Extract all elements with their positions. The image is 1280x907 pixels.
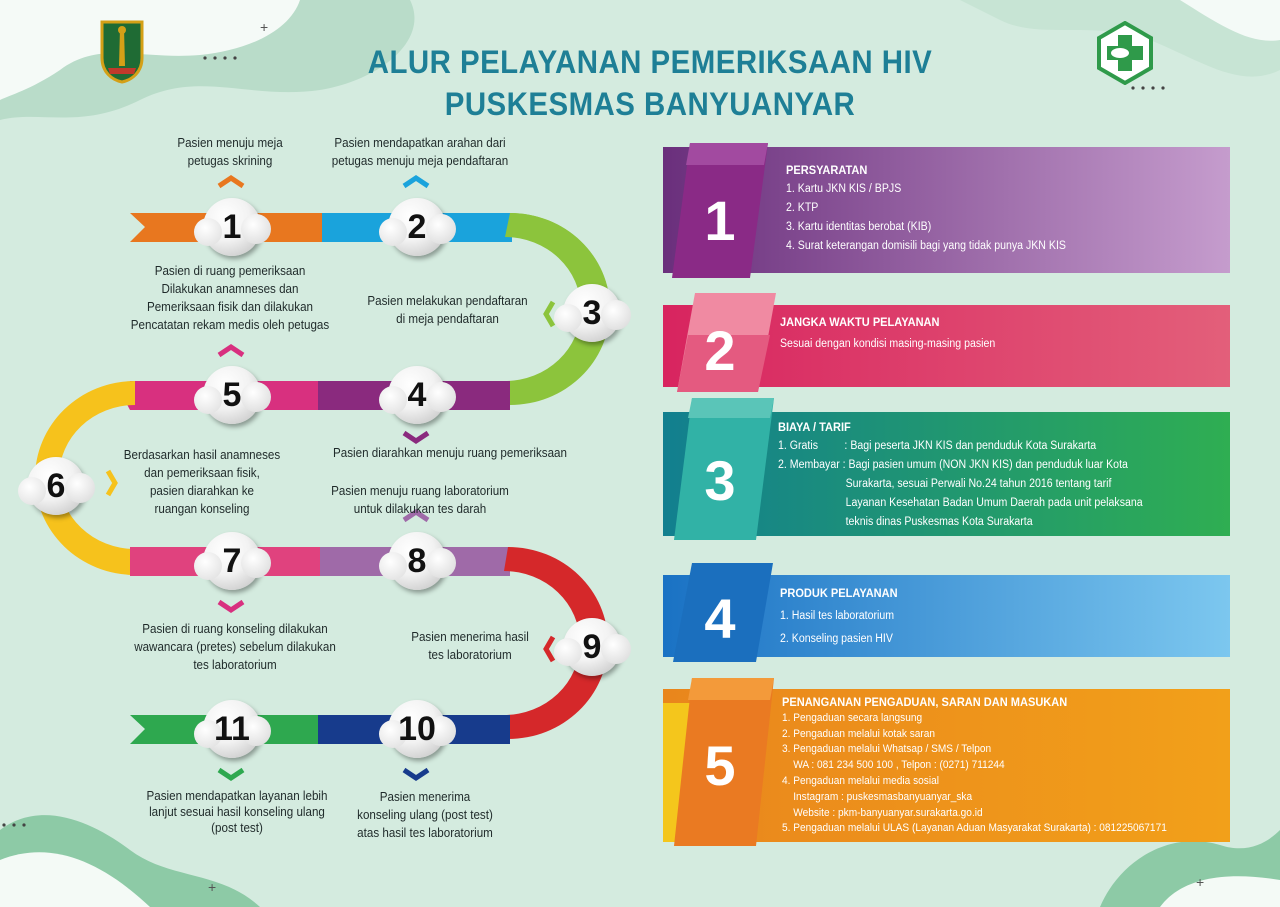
step-ball-11 [203,700,261,758]
step-number: 10 [398,710,436,748]
page-title-line2: PUSKESMAS BANYUANYAR [444,86,856,122]
page-title-line1: ALUR PELAYANAN PEMERIKSAAN HIV [367,44,933,80]
step-number: 9 [582,628,602,666]
card-3-heading: BIAYA / TARIF [778,420,851,434]
step-ball-4 [388,366,446,424]
card-1-heading: PERSYARATAN [786,163,868,177]
step-ball-1 [203,198,261,256]
step-11-text: Pasien mendapatkan layanan lebih lanjut sesuai hasil konseling ulang (post test) [146,789,328,835]
svg-text:+: + [208,879,217,895]
puskesmas-logo-icon [1096,21,1154,85]
city-emblem-icon [98,18,146,84]
step-number: 2 [407,208,427,246]
step-number: 7 [222,542,242,580]
card-4-content: PRODUK PELAYANAN 1. Hasil tes laboratorium 2. Konseling pasien HIV [780,582,898,651]
card-2-number: 2 [704,319,736,382]
step-number: 11 [214,710,250,748]
step-ball-9 [563,618,621,676]
step-7-text: Pasien di ruang konseling dilakukan wawancara (pretes) sebelum dilakukan tes laboratorium [134,622,336,672]
step-8-text: Pasien menuju ruang laboratorium untuk dilakukan tes darah [331,484,509,516]
step-number: 3 [582,294,602,332]
step-number: 5 [222,376,242,414]
card-4-heading: PRODUK PELAYANAN [780,586,898,600]
step-number: 4 [407,376,427,414]
step-number: 8 [407,542,427,580]
card-4-number: 4 [704,587,736,650]
step-ball-3 [563,284,621,342]
svg-text:+: + [260,19,269,35]
step-number: 1 [222,208,242,246]
step-1-text: Pasien menuju meja petugas skrining [177,136,283,168]
step-10-text: Pasien menerima konseling ulang (post test) atas hasil tes laboratorium [357,790,493,840]
step-number: 6 [46,467,66,505]
step-ball-7 [203,532,261,590]
card-1-number: 1 [704,189,736,252]
step-4-text: Pasien diarahkan menuju ruang pemeriksaan [333,446,567,460]
step-ball-10 [388,700,446,758]
card-3-content: BIAYA / TARIF 1. Gratis : Bagi peserta JKN KIS dan penduduk Kota Surakarta 2. Membayar : Bagi pasien umum (NON JKN KIS) dan penduduk luar Kota Surakarta, sesuai Perwali No.24 tahun 2016 tentang tarif Layanan Kesehatan Badan Umum Daerah pada unit pelaksana teknis dinas Puskesmas Kota Surakarta [778,420,1143,528]
card-3-number: 3 [704,449,736,512]
step-ball-6 [27,457,85,515]
step-3-text: Pasien melakukan pendaftaran di meja pendaftaran [367,294,528,326]
card-1-content: PERSYARATAN 1. Kartu JKN KIS / BPJS 2. KTP 3. Kartu identitas berobat (KIB) 4. Surat keterangan domisili bagi yang tidak punya JKN KIS [786,163,1066,252]
step-6-text: Berdasarkan hasil anamneses dan pemeriksaan fisik, pasien diarahkan ke ruangan konseling [123,448,281,516]
step-2-text: Pasien mendapatkan arahan dari petugas menuju meja pendaftaran [331,136,509,168]
step-ball-2 [388,198,446,256]
svg-text:+: + [1196,874,1205,890]
card-2-heading: JANGKA WAKTU PELAYANAN [780,315,940,329]
step-ball-5 [203,366,261,424]
step-ball-8 [388,532,446,590]
card-5-content: PENANGANAN PENGADUAN, SARAN DAN MASUKAN 1. Pengaduan secara langsung 2. Pengaduan melalui kotak saran 3. Pengaduan melalui Whatsap / SMS / Telpon WA : 081 234 500 100 , Telpon : (0271) 711244 4. Pengaduan melalui media sosial Instagram : puskesmasbanyuanyar_ska Website : pkm-banyuanyar.surakarta.go.id 5. Pengaduan melalui ULAS (Layanan Aduan Masyarakat Surakarta) : 081225067171 [782,695,1167,835]
step-5-text: Pasien di ruang pemeriksaan Dilakukan anamneses dan Pemeriksaan fisik dan dilakukan Pencatatan rekam medis oleh petugas [130,264,330,332]
card-2-content: JANGKA WAKTU PELAYANAN Sesuai dengan kondisi masing-masing pasien [780,311,995,355]
step-9-text: Pasien menerima hasil tes laboratorium [411,630,529,662]
card-5-heading: PENANGANAN PENGADUAN, SARAN DAN MASUKAN [782,695,1068,709]
card-5-number: 5 [704,734,736,797]
